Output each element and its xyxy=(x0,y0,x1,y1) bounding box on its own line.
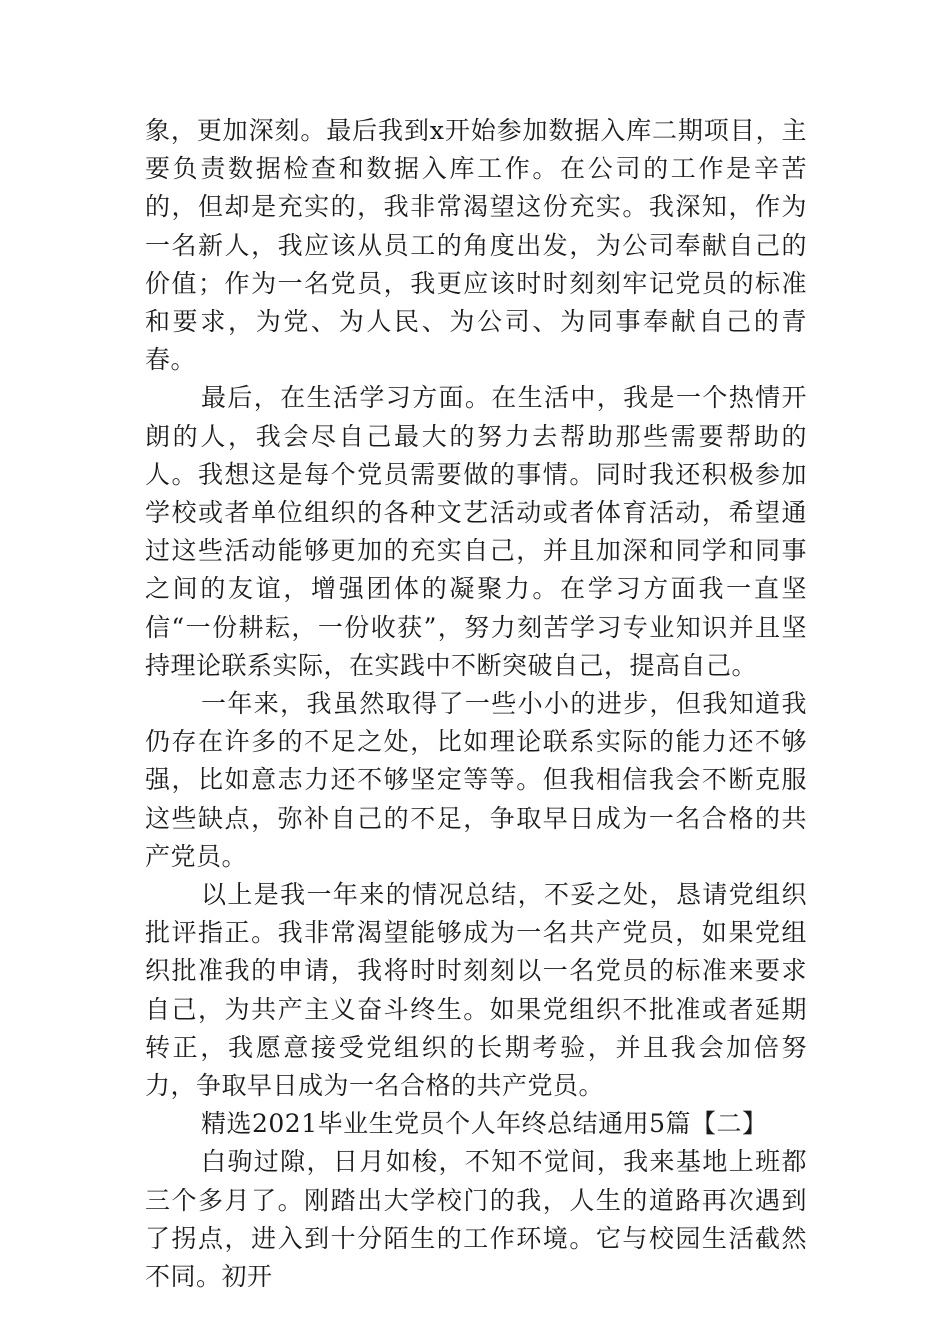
document-body xyxy=(145,112,807,1296)
paragraph-shortcomings: 一年来，我虽然取得了一些小小的进步，但我知道我仍存在许多的不足之处，比如理论联系实际的能力还不够强，比如意志力还不够坚定等等。但我相信我会不断克服这些缺点，弥补自己的不足，争取早日成为一名合格的共产党员。 xyxy=(145,689,807,871)
paragraph-second-article-intro: 白驹过隙，日月如梭，不知不觉间，我来基地上班都三个多月了。刚踏出大学校门的我，人生的道路再次遇到了拐点，进入到十分陌生的工作环境。它与校园生活截然不同。初开 xyxy=(145,1147,807,1292)
paragraph-life-study: 最后，在生活学习方面。在生活中，我是一个热情开朗的人，我会尽自己最大的努力去帮助那些需要帮助的人。我想这是每个党员需要做的事情。同时我还积极参加学校或者单位组织的各种文艺活动或者体育活动，希望通过这些活动能够更加的充实自己，并且加深和同学和同事之间的友谊，增强团体的凝聚力。在学习方面我一直坚信“一份耕耘，一份收获”，努力刻苦学习专业知识并且坚持理论联系实际，在实践中不断突破自己，提高自己。 xyxy=(145,383,807,680)
paragraph-continuation: 象，更加深刻。最后我到x开始参加数据入库二期项目，主要负责数据检查和数据入库工作。在公司的工作是辛苦的，但却是充实的，我非常渴望这份充实。我深知，作为一名新人，我应该从员工的角度出发，为公司奉献自己的价值；作为一名党员，我更应该时时刻刻牢记党员的标准和要求，为党、为人民、为公司、为同事奉献自己的青春。 xyxy=(145,116,807,375)
section-heading: 精选2021毕业生党员个人年终总结通用5篇【二】 xyxy=(201,1109,768,1139)
paragraph-conclusion: 以上是我一年来的情况总结，不妥之处，恳请党组织批评指正。我非常渴望能够成为一名共产党员，如果党组织批准我的申请，我将时时刻刻以一名党员的标准来要求自己，为共产主义奋斗终生。如果党组织不批准或者延期转正，我愿意接受党组织的长期考验，并且我会加倍努力，争取早日成为一名合格的共产党员。 xyxy=(145,880,807,1101)
